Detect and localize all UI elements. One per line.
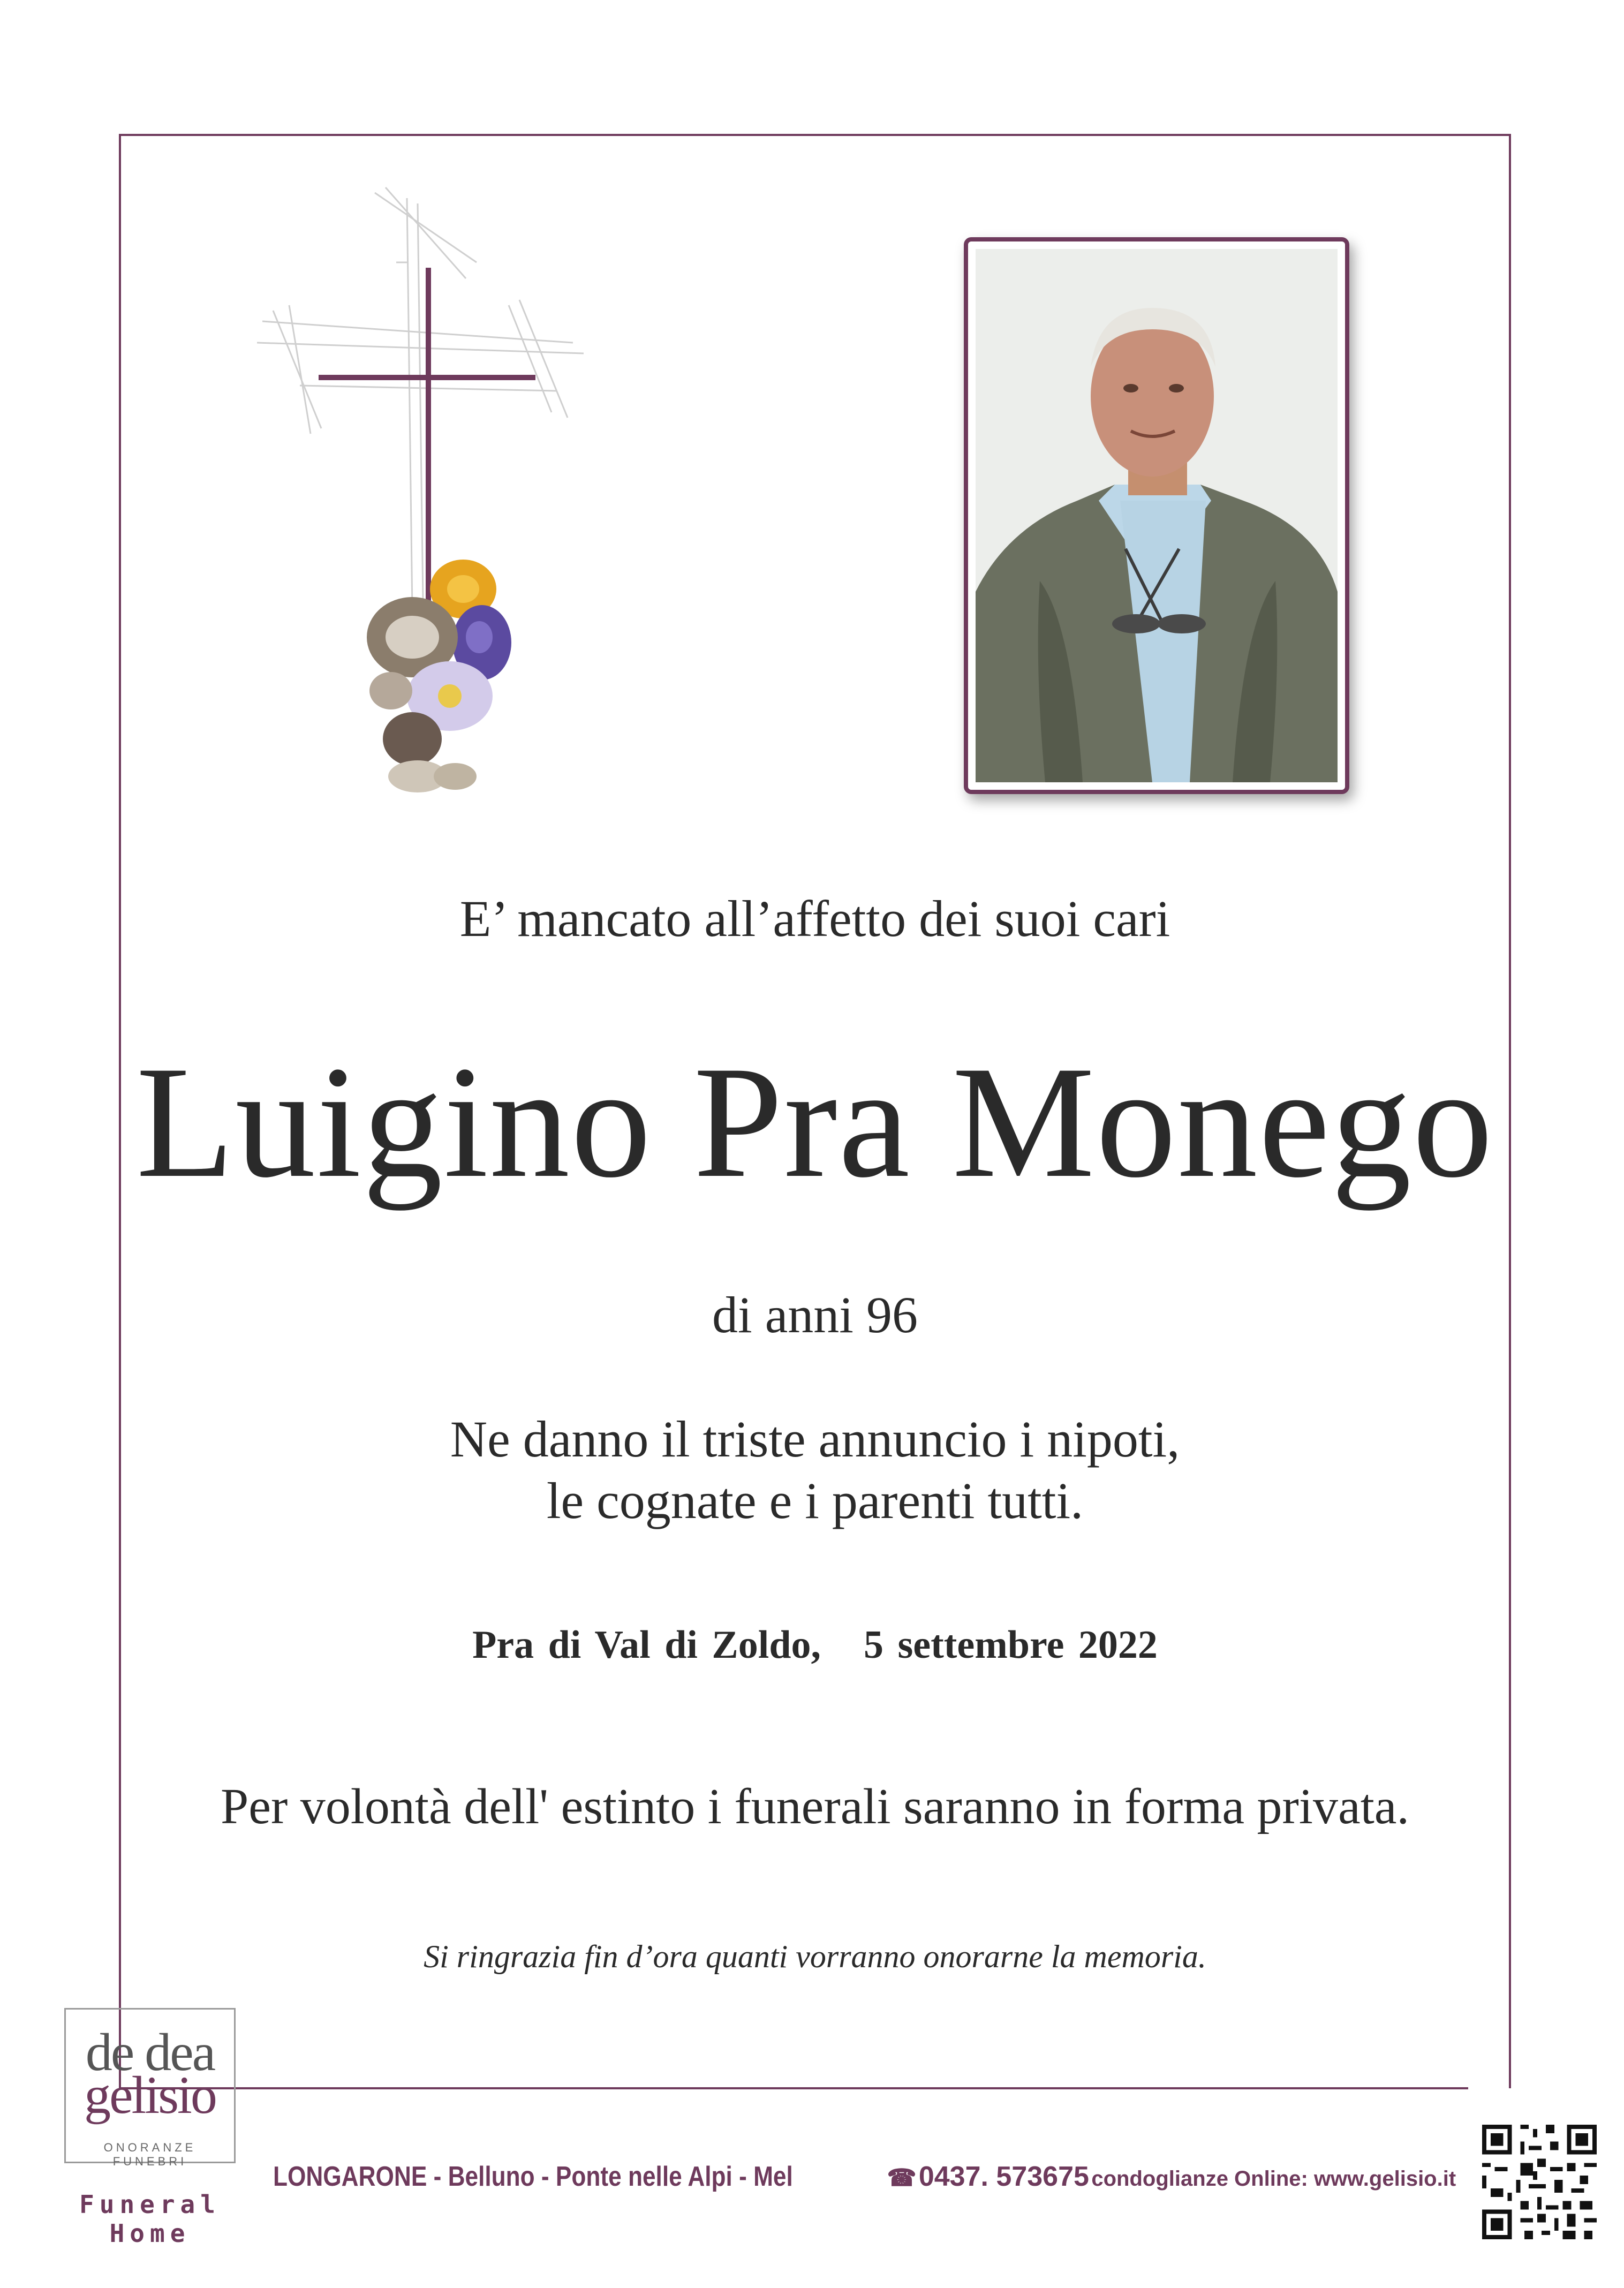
online-condolences: condoglianze Online: www.gelisio.it (1091, 2167, 1456, 2191)
towns-text: LONGARONE - Belluno - Ponte nelle Alpi - Mel (273, 2161, 793, 2192)
logo-line-2: gelisio (84, 2065, 216, 2125)
cross-with-flowers-icon (252, 182, 605, 819)
announcement-line-2: le cognate e i parenti tutti. (546, 1472, 1084, 1530)
thanks-note: Si ringrazia fin d’ora quanti vorranno onorarne la memoria. (424, 1939, 1206, 1974)
phone-number: 0437. 573675 (918, 2161, 1089, 2192)
place-date (119, 1622, 1511, 1668)
date-text: 5 settembre 2022 (863, 1623, 1158, 1667)
funeral-note: Per volontà dell' estinto i funerali saranno in forma privata. (220, 1779, 1410, 1834)
deceased-name: Luigino Pra Monego (136, 1033, 1494, 1211)
company-logo (64, 2008, 236, 2168)
logo-subtitle: ONORANZE FUNEBRI (103, 2141, 197, 2168)
announcement (119, 1408, 1511, 1531)
telephone-icon: ☎ (887, 2165, 917, 2191)
announcement-line-1: Ne danno il triste annuncio i nipoti, (450, 1410, 1180, 1468)
logo-line-1: de dea (85, 2022, 215, 2082)
qr-code-icon (1478, 2120, 1601, 2244)
funeral-home-label: Funeral Home (79, 2190, 221, 2248)
portrait-frame (964, 237, 1349, 794)
place-text: Pra di Val di Zoldo, (472, 1623, 821, 1667)
footer-divider (119, 2087, 1468, 2089)
contact-line (273, 2161, 1456, 2193)
age-text: di anni 96 (712, 1286, 918, 1343)
intro-text: E’ mancato all’affetto dei suoi cari (459, 890, 1170, 947)
portrait-photo-icon (976, 249, 1338, 782)
